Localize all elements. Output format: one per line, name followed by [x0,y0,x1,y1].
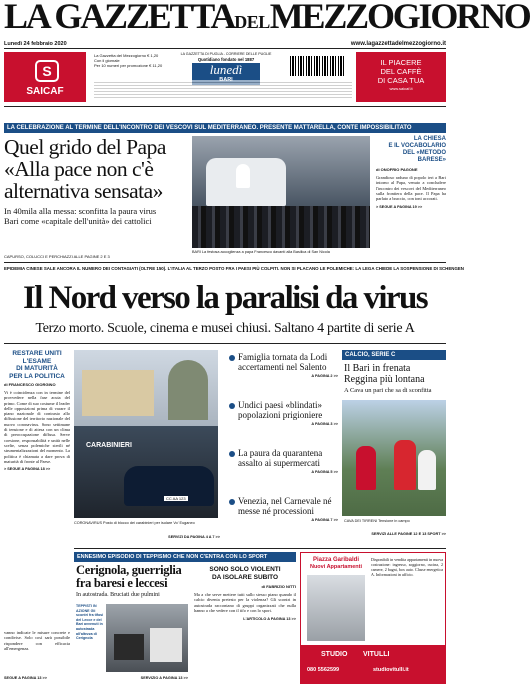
teppismo-headline[interactable]: Cerignola, guerriglia fra baresi e leccesi [76,563,182,590]
bullet-item[interactable]: Undici paesi «blindati» popolazioni prigioniere A PAGINA 3 >> [238,400,338,448]
calcio-headline[interactable]: Il Bari in frenata Reggina più lontana [344,363,425,385]
bullet-item[interactable]: La paura da quarantena assalto ai supermercati A PAGINA 5 >> [238,448,338,496]
website[interactable]: www.lagazzettadelmezzogiorno.it [350,41,446,47]
caffe-ad[interactable]: IL PIACERE DEL CAFFÈ DI CASA TUA www.saicaf.it [356,52,446,102]
crowd [192,206,370,248]
price-box: La Gazzetta del Mezzogiorno € 1,20 Con il giornale Per 10 numeri per promozione € 11,20 [94,53,163,68]
left-bottom-text: vanno indicate le misure concrete e condivise. Solo così sarà possibile rispondere con efficacia all'emergenza. [4,630,70,651]
teppismo-photo [106,604,188,672]
pope-figure [236,164,250,188]
founded: Quotidiano fondato nel 1887 [197,57,255,62]
virus-sub: Terzo morto. Scuole, cinema e musei chiusi. Saltano 4 partite di serie A [35,321,415,336]
car-plate: CC AA 123 [166,496,186,501]
calcio-bar: CALCIO, SERIE C [342,350,446,360]
teppismo-sub: In autostrada. Bruciati due pulmini [76,592,160,598]
calcio-caption: CAVA DEI TIRRENI Tensione in campo [344,519,410,523]
pope-caption: BARI La festosa accoglienza a papa Francesco davanti alla Basilica di San Nicola [192,250,330,254]
bullet-item[interactable]: Venezia, nel Carnevale né messe né processioni A PAGINA 7 >> [238,496,338,544]
studio-ad[interactable]: Piazza Garibaldi Nuovi Appartamenti Disponibili in vendita appartamenti in nuova costruzione: ingresso, soggiorno, cucina, 2 camere, 2 bagni, box auto. Classe energetica A. Informazioni in ufficio. STUDIO VITULLI 080 5562599 studiovitulli.it [300,552,446,684]
center-caption: CORONAVIRUS Posto di blocco dei carabinieri per isolare Vo' Euganeo [74,521,195,525]
masthead [4,0,530,40]
carabinieri-photo [74,426,218,518]
saicaf-name: SAICAF [26,86,64,97]
pope-sub: In 40mila alla messa: sconfitta la paura virus Bari come «capitale dell'unità» dei cattolici [4,206,157,226]
masthead-title: LA GAZZETTADELMEZZOGIORNO [4,0,530,36]
studio-logo-box: STUDIO VITULLI 080 5562599 studiovitulli.it [301,645,445,683]
esame-column[interactable]: RESTARE UNITI L'ESAME DI MATURITÀ PER LA POLITICA di FRANCESCO GIORGINO Vi è coincidenza con in termine del provvedere nella fase acuta del primo. Come di suo costume il leader delle opposizioni prima di varare il piano nazionale di contrasto allo diffusione del territorio nazionale del nuovo coronavirus. Sono settimane di tensione e di attesa con un clima di preoccupazione diffusa. Serve coesione, responsabilità e unità nelle scelte, senza polemiche sterili né strumentalizzazioni del momento. La politica è chiamata a dare prova di maturità di fronte al Paese. > SEGUE A PAGINA 18 >> [4,350,70,472]
saicaf-logo: S [35,60,59,82]
date: Lunedì 24 febbraio 2020 [4,41,67,47]
calcio-photo [342,400,446,516]
calcio-services[interactable]: SERVIZI ALLE PAGINE 12 E 13 SPORT >> [371,532,446,536]
bullets-column [238,352,338,544]
pope-photo [192,136,370,248]
teppismo-photo-caption: TEPPISTI IN AZIONE Gli scontri fra tifosi del Lecce e del Bari avvenuti in autostrada all'altezza di Cerignola [76,604,104,641]
building-render [307,575,365,641]
virus-headline[interactable]: Il Nord verso la paralisi da virus [23,280,427,316]
teppismo-bar: ENNESIMO EPISODIO DI TEPPISMO CHE NON C'ENTRA CON LO SPORT [74,552,296,562]
bullet-item[interactable]: Famiglia tornata da Lodi accertamenti nel Salento A PAGINA 2 >> [238,352,338,400]
left-bottom-footer[interactable]: SEGUE A PAGINA 13 >> [4,676,47,680]
barcode [290,56,346,76]
pope-headline[interactable]: Quel grido del Papa «Alla pace non c'è alternativa sensata» [4,135,166,203]
chiesa-column[interactable]: LA CHIESA E IL VOCABOLARIO DEL «METODO BARESE» di ONOFRIO PAGONE Grandioso raduno di popolo ieri a Bari intorno al Papa, venuto a concludere l'incontro dei vescovi del Mediterraneo sulla frontiera della pace. Il Papa ha parlato a braccio, con toni accorati. > SEGUE A PAGINA 19 >> [376,136,446,210]
masthead-rule [4,48,446,49]
violenti-column[interactable]: SONO SOLO VIOLENTI DA ISOLARE SUBITO di FABRIZIO NITTI Ma a che serve mettere tutti sullo stesso piano quando il calcio diventa pretesto per la violenza? Gli scontri in autostrada raccontano di gruppi organizzati che nulla hanno a che vedere con il tifo e con lo sport. L'ARTICOLO A PAGINA 13 >> [194,566,296,622]
teppismo-services[interactable]: SERVIZIO A PAGINA 13 >> [140,676,188,680]
virus-kicker: EPIDEMIA CINESE SALE ANCORA IL NUMERO DEI CONTAGIATI (OLTRE 150). L'ITALIA AL TERZO POSTO FRA I PAESI PIÙ COLPITI. NON SI PLACANO LE POLEMICHE: LA LEGA CHIEDE LA SOSPENSIONE DI SCHENGEN [4,266,464,271]
calcio-sub: A Cava un pari che sa di sconfitta [344,387,432,394]
paper-subtitle: LA GAZZETTA DI PUGLIA - CORRIERE DELLE PUGLIE [180,52,272,56]
fine-print [94,80,352,100]
car-label: CARABINIERI [86,442,132,449]
pope-bar: LA CELEBRAZIONE AL TERMINE DELL'INCONTRO DEI VESCOVI SUL MEDITERRANEO. PRESENTE MATTARELLA, CONTE IMPOSSIBILITATO [4,123,446,133]
saicaf-ad[interactable] [4,52,86,102]
center-services[interactable]: SERVIZI DA PAGINA 4 A 7 >> [168,535,220,539]
building-photo [74,350,218,426]
pope-byline: CAPURSO, COLUCCI E PERCHIAZZI ALLE PAGINE 2 E 3 [4,254,110,259]
day: lunedì [209,62,243,77]
